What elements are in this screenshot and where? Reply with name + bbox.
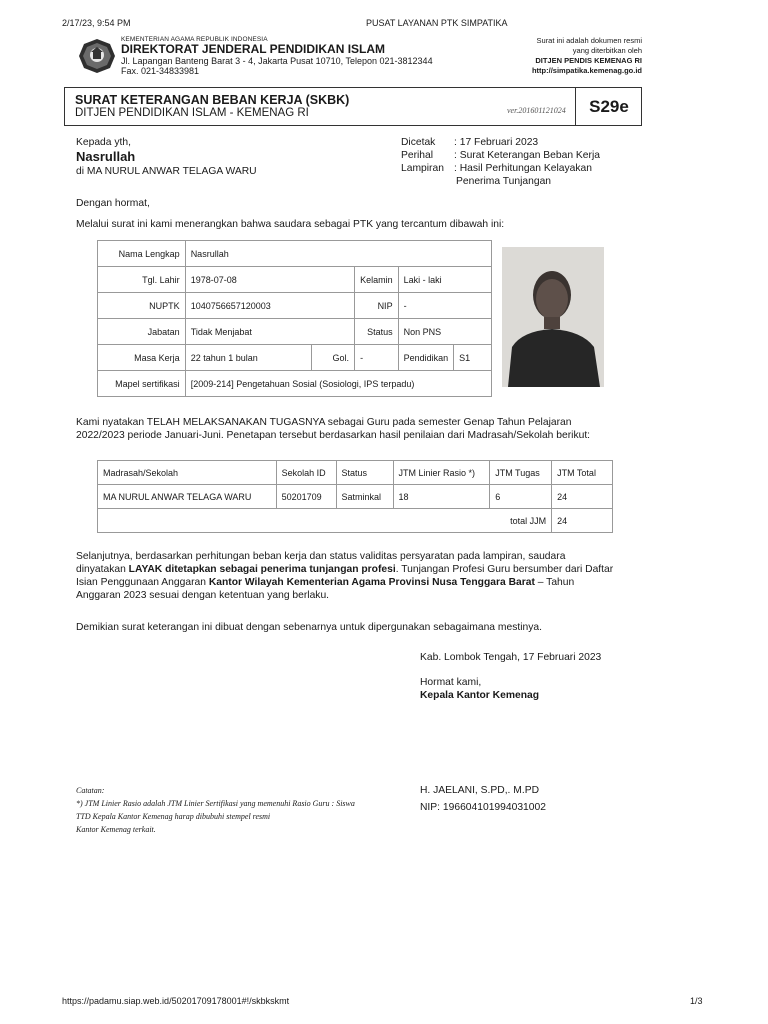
- text-line: Anggaran 2023 sesuai dengan ketentuan yang berlaku.: [76, 590, 330, 601]
- text-line: Selanjutnya, berdasarkan perhitungan beban kerja dan status validitas persyaratan pada lampiran, saudara: [76, 551, 566, 562]
- meta-value: : 17 Februari 2023: [454, 137, 539, 148]
- table-row: [98, 345, 492, 371]
- meta-label: Dicetak: [401, 137, 436, 148]
- document-title-box: [64, 87, 642, 126]
- meta-value: Penerima Tunjangan: [456, 176, 552, 187]
- text-span: – Tahun: [534, 577, 575, 588]
- print-datetime: 2/17/23, 9:54 PM: [62, 18, 131, 28]
- profile-value: 1040756657120003: [185, 293, 354, 319]
- ptk-profile-table: [97, 240, 492, 397]
- profile-label: Mapel sertifikasi: [98, 371, 186, 397]
- print-url: https://padamu.siap.web.id/50201709178001#!/skbkskmt: [62, 996, 290, 1006]
- intro-statement: Melalui surat ini kami menerangkan bahwa saudara sebagai PTK yang tercantum dibawah ini:: [76, 219, 505, 230]
- meta-label: Perihal: [401, 150, 434, 161]
- profile-value: S1: [454, 345, 492, 371]
- document-subtitle: DITJEN PENDIDIKAN ISLAM - KEMENAG RI: [75, 107, 309, 119]
- text-line: Kami nyatakan TELAH MELAKSANAKAN TUGASNYA sebagai Guru pada semester Genap Tahun Pelajaran: [76, 417, 572, 428]
- official-document-note: [442, 36, 642, 76]
- table-cell: 24: [552, 485, 613, 509]
- table-header-row: [98, 461, 613, 485]
- profile-label: Nama Lengkap: [98, 241, 186, 267]
- profile-value: -: [355, 345, 399, 371]
- total-label: total JJM: [98, 509, 552, 533]
- table-row: [98, 293, 492, 319]
- table-cell: 18: [393, 485, 490, 509]
- profile-value: Nasrullah: [185, 241, 491, 267]
- column-header: JTM Tugas: [490, 461, 552, 485]
- table-cell: Satminkal: [336, 485, 393, 509]
- regards: Hormat kami,: [420, 677, 482, 688]
- note-line: Surat ini adalah dokumen resmi: [536, 36, 642, 45]
- document-code: S29e: [575, 88, 642, 125]
- print-page-number: 1/3: [690, 996, 703, 1006]
- note-line: DITJEN PENDIS KEMENAG RI: [535, 56, 642, 65]
- closing-statement: Demikian surat keterangan ini dibuat dengan sebenarnya untuk dipergunakan sebagaimana mestinya.: [76, 622, 542, 633]
- eligibility-status: LAYAK ditetapkan sebagai penerima tunjangan profesi: [128, 564, 396, 575]
- table-cell: MA NURUL ANWAR TELAGA WARU: [98, 485, 277, 509]
- budget-office: Kantor Wilayah Kementerian Agama Provinsi Nusa Tenggara Barat: [208, 577, 535, 588]
- eligibility-paragraph: [76, 550, 613, 602]
- profile-label: NIP: [355, 293, 399, 319]
- person-silhouette-icon: [502, 247, 604, 387]
- profile-label: Pendidikan: [398, 345, 454, 371]
- column-header: Madrasah/Sekolah: [98, 461, 277, 485]
- meta-value: : Surat Keterangan Beban Kerja: [454, 150, 600, 161]
- profile-value: 1978-07-08: [185, 267, 354, 293]
- table-cell: 50201709: [276, 485, 336, 509]
- footnotes: [76, 784, 406, 836]
- text-line: [76, 563, 613, 576]
- document-version: ver.201601121024: [507, 106, 566, 115]
- profile-label: Kelamin: [355, 267, 399, 293]
- note-line: TTD Kepala Kantor Kemenag harap dibubuhi stempel resmi: [76, 812, 271, 821]
- ministry-name: KEMENTERIAN AGAMA REPUBLIK INDONESIA: [121, 36, 268, 43]
- note-line: Kantor Kemenag terkait.: [76, 825, 156, 834]
- text-span: dinyatakan: [76, 564, 129, 575]
- notes-title: Catatan:: [76, 786, 105, 795]
- teacher-photo: [502, 247, 604, 387]
- profile-value: 22 tahun 1 bulan: [185, 345, 311, 371]
- profile-value: Tidak Menjabat: [185, 319, 354, 345]
- table-row: [98, 371, 492, 397]
- profile-label: Gol.: [311, 345, 354, 371]
- letter-meta: [401, 136, 641, 188]
- table-row: [98, 485, 613, 509]
- signatory-name: H. JAELANI, S.PD,. M.PD: [420, 785, 540, 796]
- note-line: yang diterbitkan oleh: [572, 46, 642, 55]
- profile-value: Laki - laki: [398, 267, 491, 293]
- kemenag-emblem-icon: [77, 38, 117, 74]
- salutation: Dengan hormat,: [76, 198, 150, 209]
- fax-line: Fax. 021-34833981: [121, 66, 200, 76]
- profile-label: Tgl. Lahir: [98, 267, 186, 293]
- profile-label: NUPTK: [98, 293, 186, 319]
- column-header: Status: [336, 461, 393, 485]
- column-header: JTM Linier Rasio *): [393, 461, 490, 485]
- assignment-statement: [76, 416, 590, 442]
- text-span: . Tunjangan Profesi Guru bersumber dari Daftar: [395, 564, 614, 575]
- print-page-title: PUSAT LAYANAN PTK SIMPATIKA: [366, 18, 508, 28]
- column-header: JTM Total: [552, 461, 613, 485]
- text-line: 2022/2023 periode Januari-Juni. Penetapan tersebut berdasarkan hasil penilaian dari Madrasah/Sekolah berikut:: [76, 430, 591, 441]
- note-line: *) JTM Linier Rasio adalah JTM Linier Sertifikasi yang memenuhi Rasio Guru : Siswa: [76, 799, 355, 808]
- text-line: [76, 576, 613, 589]
- table-cell: 6: [490, 485, 552, 509]
- place-date: Kab. Lombok Tengah, 17 Februari 2023: [420, 652, 602, 663]
- table-total-row: [98, 509, 613, 533]
- letterhead-address: [121, 56, 433, 76]
- meta-label: Lampiran: [401, 163, 444, 174]
- directorate-name: DIREKTORAT JENDERAL PENDIDIKAN ISLAM: [121, 42, 386, 56]
- total-value: 24: [552, 509, 613, 533]
- profile-label: Status: [355, 319, 399, 345]
- profile-label: Jabatan: [98, 319, 186, 345]
- table-row: [98, 267, 492, 293]
- profile-value: Non PNS: [398, 319, 491, 345]
- recipient-name: Nasrullah: [76, 149, 136, 164]
- recipient-greeting: Kepada yth,: [76, 137, 131, 148]
- text-span: Isian Penggunaan Anggaran: [76, 577, 209, 588]
- table-row: [98, 319, 492, 345]
- column-header: Sekolah ID: [276, 461, 336, 485]
- address-line: Jl. Lapangan Banteng Barat 3 - 4, Jakarta Pusat 10710, Telepon 021-3812344: [121, 56, 433, 66]
- profile-label: Masa Kerja: [98, 345, 186, 371]
- signatory-position: Kepala Kantor Kemenag: [420, 690, 540, 701]
- meta-value: : Hasil Perhitungan Kelayakan: [454, 163, 592, 174]
- school-table: [97, 460, 613, 533]
- profile-value: [2009-214] Pengetahuan Sosial (Sosiologi, IPS terpadu): [185, 371, 491, 397]
- table-row: [98, 241, 492, 267]
- profile-value: -: [398, 293, 491, 319]
- document-title: SURAT KETERANGAN BEBAN KERJA (SKBK): [75, 93, 350, 107]
- signatory-nip: NIP: 196604101994031002: [420, 802, 546, 813]
- recipient-location: di MA NURUL ANWAR TELAGA WARU: [76, 166, 257, 177]
- note-url: http://simpatika.kemenag.go.id: [531, 66, 642, 75]
